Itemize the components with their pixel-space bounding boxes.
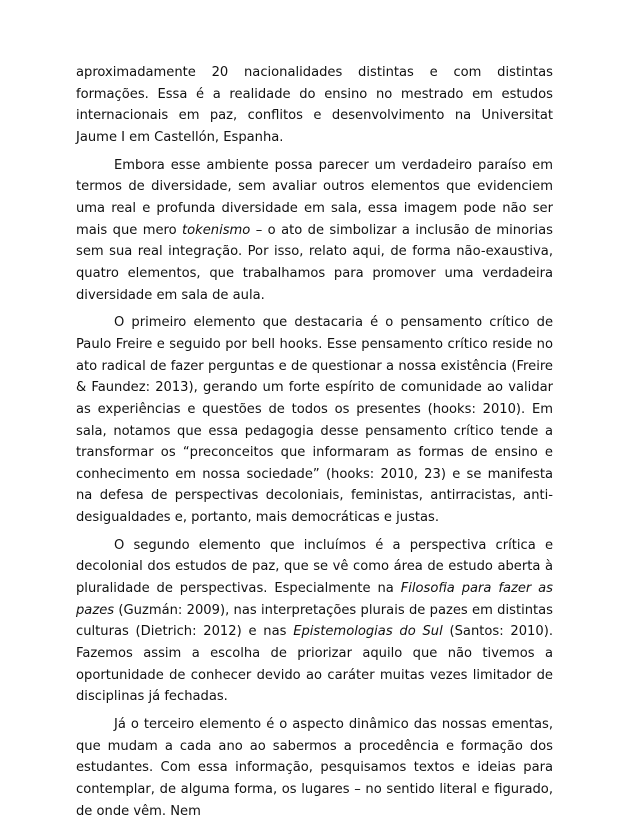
paragraph-2-text-a: Embora esse ambiente possa parecer um verdadeiro paraíso em termos de diversidade, sem avaliar outros elementos que evidenciem uma real e profunda diversidade em sala, essa imagem pode não ser mais que mero: [76, 157, 553, 238]
paragraph-4-emphasis-1: Filosofia para fazer as pazes: [76, 581, 554, 618]
paragraph-2-text-b: – o ato de simbolizar a inclusão de minorias sem sua real integração. Por isso, relato aqui, de forma não-exaustiva, quatro elementos, que trabalhamos para promover uma verdadeira diversidade em sala de aula.: [76, 222, 553, 303]
paragraph-3-text: O primeiro elemento que destacaria é o pensamento crítico de Paulo Freire e seguido por bell hooks. Esse pensamento crítico reside no ato radical de fazer perguntas e de questionar a nossa existência (Freire & Faundez: 2013), gerando um forte espírito de comunidade ao validar as experiências e questões de todos os presentes (hooks: 2010). Em sala, notamos que essa pedagogia desse pensamento crítico tende a transformar os “preconceitos que informaram as formas de ensino e conhecimento em nossa sociedade” (hooks: 2010, 23) e se manifesta na defesa de perspectivas decoloniais, feministas, antirracistas, anti-desigualdades e, portanto, mais democráticas e justas.: [76, 315, 553, 526]
paragraph-4-text-c: (Santos: 2010). Fazemos assim a escolha de priorizar aquilo que não tivemos a oportunidade de conhecer devido ao caráter muitas vezes limitador de disciplinas já fechadas.: [76, 624, 553, 705]
paragraph-5: [76, 714, 553, 822]
paragraph-1: [76, 62, 553, 149]
paragraph-4-text-a: O segundo elemento que incluímos é a perspectiva crítica e decolonial dos estudos de paz, que se vê como área de estudo aberta à pluralidade de perspectivas. Especialmente na: [76, 537, 553, 597]
paragraph-2-emphasis: tokenismo: [182, 222, 251, 238]
paragraph-2: [76, 155, 553, 307]
paragraph-4-text-b: (Guzmán: 2009), nas interpretações plurais de pazes em distintas culturas (Dietrich: 2012) e nas: [76, 602, 553, 640]
paragraph-4: [76, 535, 553, 708]
paragraph-5-text: Já o terceiro elemento é o aspecto dinâmico das nossas ementas, que mudam a cada ano ao sabermos a procedência e formação dos estudantes. Com essa informação, pesquisamos textos e ideias para contemplar, de alguma forma, os lugares – no sentido literal e figurado, de onde vêm. Nem: [76, 717, 553, 819]
paragraph-1-text: aproximadamente 20 nacionalidades distintas e com distintas formações. Essa é a realidade do ensino no mestrado em estudos internacionais em paz, conflitos e desenvolvimento na Universitat Jaume I em Castellón, Espanha.: [76, 65, 553, 145]
document-page: [76, 62, 553, 822]
paragraph-3: [76, 312, 553, 529]
paragraph-4-emphasis-2: Epistemologias do Sul: [293, 624, 443, 640]
